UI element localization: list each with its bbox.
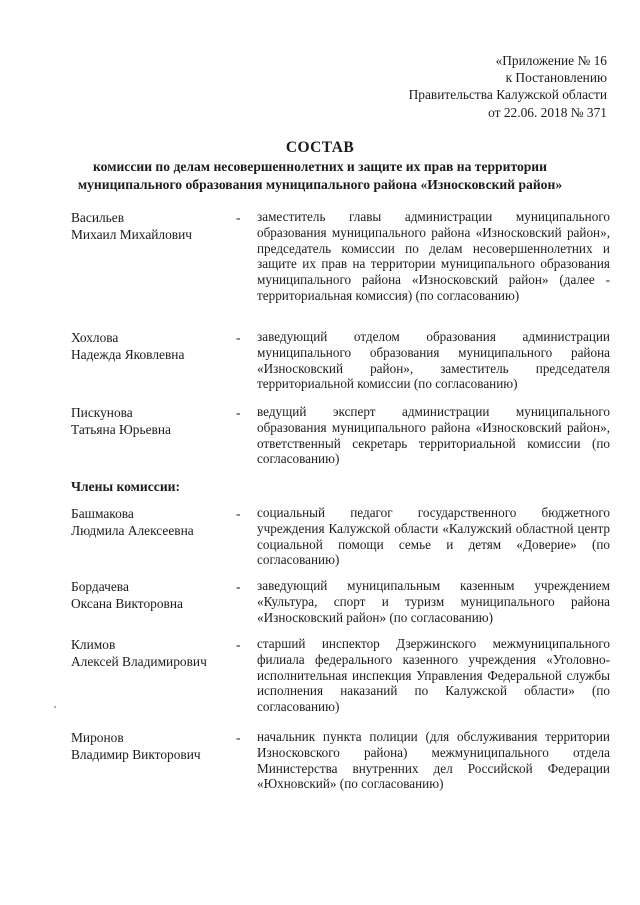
member-given-name: Татьяна Юрьевна [71, 422, 171, 438]
member-surname: Васильев [71, 210, 125, 225]
appendix-line: к Постановлению [505, 70, 607, 86]
document-title: СОСТАВ [285, 139, 355, 156]
separator-dash: - [236, 730, 241, 745]
separator-dash: - [236, 579, 241, 594]
member-name [71, 209, 192, 243]
separator-dash: - [236, 506, 241, 521]
member-surname: Бордачева [71, 579, 129, 594]
document-subtitle [0, 158, 640, 194]
member-name [71, 329, 184, 363]
member-name [71, 578, 183, 612]
member-name [71, 636, 207, 670]
member-given-name: Оксана Викторовна [71, 596, 183, 612]
member-given-name: Надежда Яковлевна [71, 347, 185, 363]
member-role: заведующий муниципальным казенным учреждением «Культура, спорт и туризм муниципального района «Износковский район» (по согласованию) [257, 578, 610, 625]
member-name [71, 729, 201, 763]
member-role: заместитель главы администрации муниципального образования муниципального района «Износковский район», председатель комиссии по делам несовершеннолетних и защите их прав на территории муниципального образования муниципального района «Износковский район» (далее - территориальная комиссия) (по согласованию) [257, 209, 610, 303]
scan-speck [54, 706, 56, 708]
separator-dash: - [236, 637, 241, 652]
member-given-name: Владимир Викторович [71, 747, 201, 763]
separator-dash: - [236, 405, 241, 420]
appendix-line: «Приложение № 16 [495, 53, 607, 68]
appendix-line: Правительства Калужской области [408, 87, 607, 103]
member-surname: Хохлова [71, 330, 119, 345]
member-given-name: Алексей Владимирович [71, 654, 207, 670]
member-surname: Башмакова [71, 506, 134, 521]
subtitle-line: муниципального образования муниципального района «Износковский район» [77, 177, 563, 192]
subtitle-line: комиссии по делам несовершеннолетних и защите их прав на территории [93, 159, 547, 174]
member-name [71, 505, 194, 539]
separator-dash: - [236, 330, 241, 345]
appendix-line: от 22.06. 2018 № 371 [488, 104, 607, 120]
member-given-name: Михаил Михайлович [71, 227, 193, 243]
member-role: социальный педагог государственного бюджетного учреждения Калужской области «Калужский областной центр социальной помощи семье и детям «Доверие» (по согласованию) [257, 505, 610, 568]
member-surname: Миронов [71, 730, 124, 745]
members-heading: Члены комиссии: [71, 479, 181, 494]
member-role: начальник пункта полиции (для обслуживания территории Износковского района) межмуниципального отдела Министерства внутренних дел Российской Федерации «Юхновский» (по согласованию) [257, 729, 610, 792]
member-role: старший инспектор Дзержинского межмуниципального филиала федерального казенного учреждения «Уголовно-исполнительная инспекция Управления Федеральной службы исполнения наказаний по Калужской области» (по согласованию) [257, 636, 610, 715]
member-given-name: Людмила Алексеевна [71, 523, 194, 539]
member-name [71, 404, 171, 438]
member-role: заведующий отделом образования администрации муниципального образования муниципального района «Износковский район», заместитель председателя территориальной комиссии (по согласованию) [257, 329, 610, 392]
appendix-header [409, 52, 607, 121]
separator-dash: - [236, 210, 241, 225]
member-surname: Климов [71, 637, 116, 652]
member-surname: Пискунова [71, 405, 133, 420]
member-role: ведущий эксперт администрации муниципального образования муниципального района «Износковский район», ответственный секретарь территориальной комиссии (по согласованию) [257, 404, 610, 467]
